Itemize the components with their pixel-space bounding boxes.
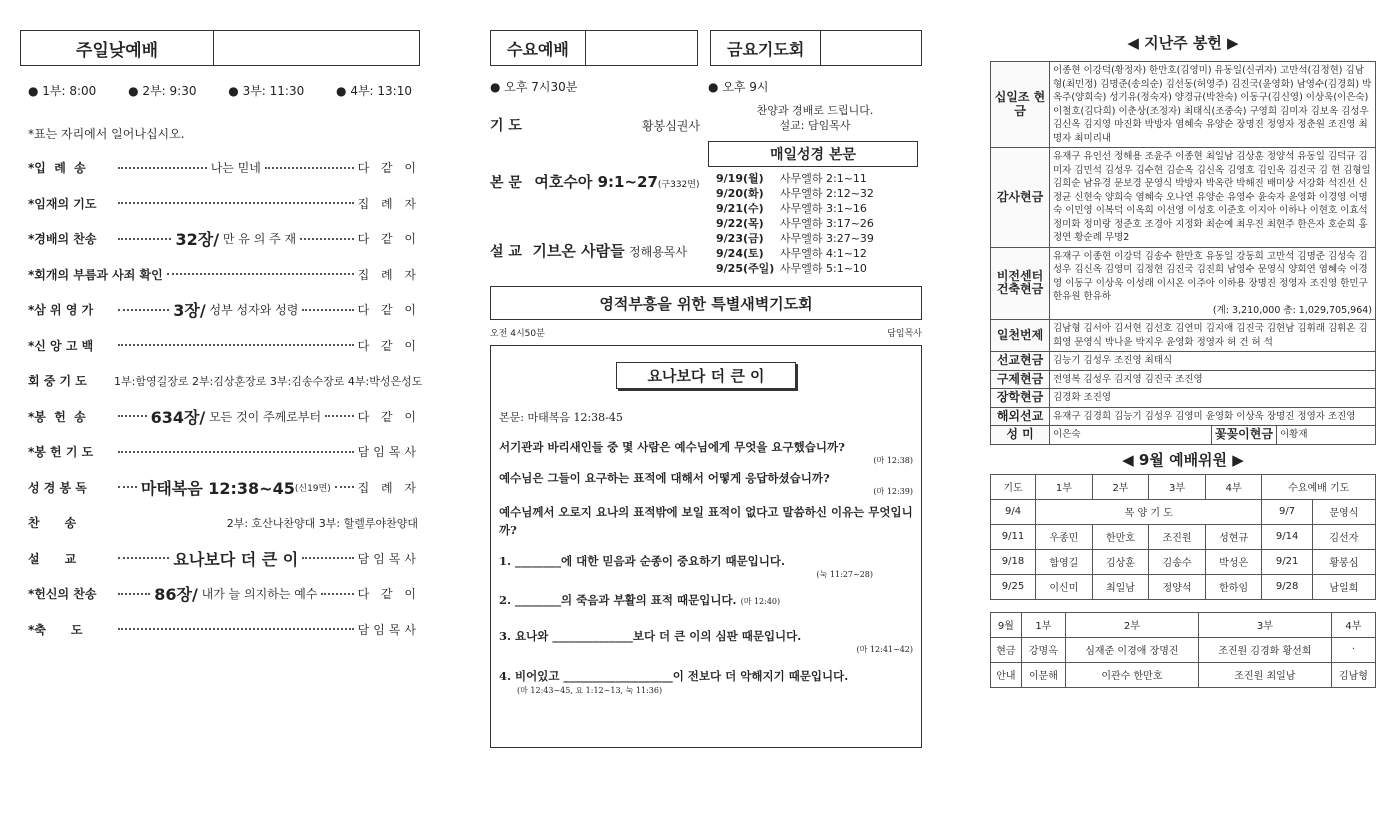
order-row (20, 257, 420, 293)
daily-date: 9/25(주일) (716, 262, 775, 275)
offering-names-cell (1050, 320, 1376, 352)
offering-names-cell (1050, 62, 1376, 148)
daily-bible-list (708, 167, 918, 276)
duty2-name: 이관수 한만호 (1065, 662, 1198, 687)
stand-note: *표는 자리에서 일어나십시오. (28, 127, 185, 141)
dot-leader (167, 273, 354, 275)
daily-text: 사무엘하 2:12~32 (780, 187, 874, 200)
offering-category: 십일조 현금 (991, 62, 1050, 148)
dot-leader (118, 415, 147, 417)
order-row (20, 328, 420, 364)
order-label: *경배의 찬송 (28, 232, 97, 247)
duty-header: 3부 (1149, 474, 1206, 499)
dawn-by: 담임목사 (887, 329, 922, 339)
wed-name: 황봉심 (1312, 549, 1375, 574)
sunday-service-header (20, 30, 420, 66)
duty-name: 정양석 (1149, 574, 1206, 599)
dot-leader (118, 309, 169, 311)
duty2-name: 이문해 (1021, 662, 1065, 687)
order-leader: 담임목사 (357, 551, 420, 566)
duty-name: 김상훈 (1092, 549, 1149, 574)
friday-title: 금요기도회 (711, 31, 821, 65)
offering-row (991, 148, 1376, 248)
offering-category: 장학현금 (991, 389, 1050, 408)
friday-note: 찬양과 경배로 드립니다. (756, 104, 874, 117)
duty-date: 9/4 (991, 499, 1036, 524)
daily-text: 사무엘하 3:17~26 (780, 217, 874, 230)
dot-leader (335, 486, 354, 488)
answer-4-ref: (마 12:43~45, 요 1:12~13, 눅 11:36) (517, 686, 663, 695)
order-detail: 1부:함영길장로 2부:김상훈장로 3부:김송수장로 4부:박성은성도 (114, 374, 423, 388)
offering-category: 해외선교 (991, 407, 1050, 426)
daily-row (716, 171, 918, 186)
dawn-sermon-title: 요나보다 더 큰 이 (616, 362, 795, 389)
daily-text: 사무엘하 2:1~11 (780, 172, 867, 185)
dot-leader (321, 593, 353, 595)
offering-names: 유재구 유인선 정해용 조윤주 이종현 최일남 김상훈 정양석 유동일 김덕규 김미자 김민석 김성우 김수현 김순옥 김신옥 김영호 김인옥 김진국 김 현 김형일 김희순 남유경 문보경 문영식 박방자 박옥란 박해진 배미상 서강화 석진선 신정균 신현숙 양희숙 염혜숙 오나연 유양순 유영수 윤숙자 윤영화 이경영 이명숙 이민영 이복덕 이옥희 이선영 이성호 이준호 이지아 이하나 이현호 이효석 정미화 정미랑 정준호 조경아 지정화 최순예 최우진 최현주 한은자 호순희 홍정연 황순례 무명2 (1053, 151, 1371, 243)
duty2-row (991, 662, 1376, 687)
order-label: *봉 헌 송 (28, 409, 86, 424)
daily-text: 사무엘하 4:1~12 (780, 247, 867, 260)
duty-header: 1부 (1036, 474, 1093, 499)
duty2-name: · (1331, 637, 1375, 662)
daily-bible-title: 매일성경 본문 (708, 141, 918, 167)
duty-name: 박성은 (1205, 549, 1262, 574)
order-leader: 다 같 이 (357, 409, 421, 424)
duty2-header: 9월 (991, 612, 1022, 637)
wed-date: 9/21 (1262, 549, 1312, 574)
daily-date: 9/19(월) (716, 172, 764, 185)
order-row (20, 434, 420, 470)
wednesday-title: 수요예배 (491, 31, 586, 65)
duty-header: 2부 (1092, 474, 1149, 499)
dot-leader (300, 238, 353, 240)
wed-date: 9/28 (1262, 574, 1312, 599)
offering-table (990, 61, 1376, 445)
sermon-by: 정해용목사 (629, 245, 687, 259)
duty-name: 조진원 (1149, 524, 1206, 549)
offering-names: 유재구 이종현 이강덕 김송수 한만호 유동일 강동희 고만석 김명준 김성숙 김성우 김신옥 김영미 김정현 김진국 김진희 남영수 문영식 양회연 염혜숙 이경영 이동구 이상욱 이성래 이시온 이주아 이하용 장명진 정영자 조진영 한민구 한유원 한유하 (1053, 250, 1368, 302)
text-ref: 여호수아 9:1~27 (534, 173, 658, 191)
dawn-scripture: 본문: 마태복음 12:38-45 (499, 411, 623, 424)
daily-text: 사무엘하 5:1~10 (780, 262, 867, 275)
question-2: 예수님은 그들이 요구하는 표적에 대해서 어떻게 응답하셨습니까? (499, 471, 830, 485)
midweek-column (490, 0, 922, 748)
offering-title: ◀ 지난주 봉헌 ▶ (1127, 34, 1239, 52)
order-label: *헌신의 찬송 (28, 587, 97, 602)
duty-header-row (991, 474, 1376, 499)
wed-date: 9/7 (1262, 499, 1312, 524)
offering-row (991, 370, 1376, 389)
duty2-name: 김남형 (1331, 662, 1375, 687)
order-leader: 집 례 자 (357, 196, 420, 211)
offering-names: 이종현 이강덕(황정자) 한만호(김영미) 유동일(신귀자) 고만석(김정현) 김남형(최민정) 김명준(송의순) 김선동(허영주) 김진국(윤영화) 남영수(김경희) 박옥주(양회숙) 성기유(정숙자) 양경규(박찬숙) 이동구(김신영) 이상욱(이은숙) 이철호(김다희) 이춘상(조정자) 최태식(조중숙) 구영희 김미자 김보옥 김성우 김신옥 김지영 마진화 박방자 염혜숙 유양순 장명진 정영자 정춘원 조진영 최명자 최미리내 (1053, 65, 1372, 144)
question-1: 서기관과 바리새인들 중 몇 사람은 예수님에게 무엇을 요구했습니까? (499, 440, 845, 454)
sunday-service-title: 주일낮예배 (21, 31, 214, 65)
order-highlight: 86장/ (154, 585, 198, 605)
order-row (20, 576, 420, 612)
offering-names-cell (1050, 370, 1376, 389)
offering-category: 일천번제 (991, 320, 1050, 352)
order-row (20, 292, 420, 328)
duty2-category: 안내 (991, 662, 1022, 687)
answer-1: 1. ________에 대한 믿음과 순종이 중요하기 때문입니다. (499, 554, 785, 568)
offering-names: 이은숙 (1053, 429, 1081, 440)
dawn-prayer-title: 영적부흥을 위한 특별새벽기도회 (490, 286, 922, 320)
duty2-header: 4부 (1331, 612, 1375, 637)
order-label: 설 교 (28, 551, 77, 566)
dot-leader (118, 486, 137, 488)
text-label: 본 문 (490, 175, 522, 191)
dot-leader (118, 451, 354, 453)
offering-names-cell (1050, 148, 1376, 248)
order-row (20, 505, 420, 541)
dot-leader (118, 202, 354, 204)
order-highlight: 634장/ (150, 407, 206, 427)
offering-names-cell (1050, 352, 1376, 371)
offering-column (990, 0, 1376, 688)
duty2-category: 현금 (991, 637, 1022, 662)
duty2-table (990, 612, 1376, 688)
dot-leader (325, 415, 354, 417)
duty2-header-row (991, 612, 1376, 637)
duty-row (991, 499, 1376, 524)
dot-leader (302, 557, 353, 559)
order-leader: 다 같 이 (357, 303, 420, 318)
order-detail: 만 유 의 주 재 (219, 232, 297, 247)
order-label: *삼 위 영 가 (28, 303, 94, 318)
duty2-name: 조진원 최일남 (1198, 662, 1331, 687)
order-row (20, 150, 420, 186)
daily-date: 9/24(토) (716, 247, 764, 260)
duty-date: 9/11 (991, 524, 1036, 549)
duty-name: 우종민 (1036, 524, 1093, 549)
order-label: *임재의 기도 (28, 196, 97, 211)
duty-header: 수요예배 기도 (1262, 474, 1376, 499)
offering-category: 감사현금 (991, 148, 1050, 248)
order-row (20, 221, 420, 257)
order-leader: 다 같 이 (357, 587, 421, 602)
dot-leader (118, 167, 207, 169)
order-row (20, 363, 423, 399)
offering-category: 선교현금 (991, 352, 1050, 371)
duty2-header: 1부 (1021, 612, 1065, 637)
order-label: *입 례 송 (28, 161, 86, 176)
duty-header: 기도 (991, 474, 1036, 499)
daily-row (716, 246, 918, 261)
dot-leader (118, 238, 171, 240)
wed-date: 9/14 (1262, 524, 1312, 549)
service-times (20, 82, 420, 99)
wed-name: 남일희 (1312, 574, 1375, 599)
daily-date: 9/23(금) (716, 232, 764, 245)
daily-date: 9/21(수) (716, 202, 764, 215)
order-label: *회개의 부름과 사죄 확인 (28, 267, 163, 282)
order-label: 찬 송 (28, 516, 77, 531)
duty-name: 최일남 (1092, 574, 1149, 599)
order-detail: 2부: 호산나찬양대 3부: 할렐루야찬양대 (226, 516, 418, 530)
offering-sum: (계: 3,210,000 총: 1,029,705,964) (1212, 304, 1372, 316)
duty-row (991, 574, 1376, 599)
daily-row (716, 231, 918, 246)
duty2-name: 조진원 김경화 황선희 (1198, 637, 1331, 662)
offering-split (1050, 426, 1375, 444)
order-label: 성 경 봉 독 (28, 480, 87, 495)
duty-name: 김송수 (1149, 549, 1206, 574)
sunday-service-column (20, 0, 423, 647)
offering-category: 꽃꽂이현금 (1211, 426, 1277, 444)
answer-2: 2. ________의 죽음과 부활의 표적 때문입니다. (499, 593, 737, 607)
duty-name: 한하임 (1205, 574, 1262, 599)
dot-leader (265, 167, 354, 169)
prayer-label: 기 도 (490, 118, 522, 134)
order-label: *신 앙 고 백 (28, 338, 94, 353)
answer-3-ref: (마 12:41~42) (856, 645, 913, 654)
offering-row (991, 62, 1376, 148)
offering-names: 이황재 (1279, 429, 1308, 440)
duty2-header: 2부 (1065, 612, 1198, 637)
service-time: ● 4부: 13:10 (336, 84, 412, 98)
duty-name: 함영길 (1036, 549, 1093, 574)
service-time: ● 3부: 11:30 (228, 84, 305, 98)
duty-row (991, 549, 1376, 574)
offering-row (991, 407, 1376, 426)
dot-leader (118, 344, 354, 346)
order-leader: 다 같 이 (357, 338, 420, 353)
order-label: *봉 헌 기 도 (28, 445, 94, 460)
dot-leader (118, 557, 169, 559)
order-row (20, 541, 420, 577)
answer-4: 4. 비어있고 ___________________이 전보다 더 악해지기 때문입니다. (499, 669, 849, 683)
daily-text: 사무엘하 3:27~39 (780, 232, 874, 245)
duty-merged: 목 양 기 도 (1036, 499, 1262, 524)
order-highlight: 32장/ (175, 230, 220, 250)
daily-text: 사무엘하 3:1~16 (780, 202, 867, 215)
dot-leader (118, 593, 150, 595)
offering-row (991, 247, 1376, 320)
dot-leader (118, 628, 354, 630)
daily-row (716, 216, 918, 231)
order-highlight: 3장/ (173, 301, 206, 321)
text-page: (구332면) (657, 180, 700, 190)
order-detail: 내가 늘 의지하는 예수 (197, 587, 318, 602)
wednesday-time: ● 오후 7시30분 (490, 80, 578, 94)
offering-names: 김경화 조진영 (1053, 392, 1112, 403)
order-row (20, 470, 420, 506)
offering-row (991, 426, 1376, 445)
offering-names-cell (1050, 407, 1376, 426)
daily-row (716, 261, 918, 276)
dawn-time: 오전 4시50분 (490, 329, 545, 339)
order-detail-small: (신19면) (294, 483, 331, 494)
offering-row (991, 320, 1376, 352)
friday-preacher: 설교: 담임목사 (779, 119, 851, 132)
offering-category: 구제현금 (991, 370, 1050, 389)
order-leader: 다 같 이 (357, 161, 420, 176)
duty2-name: 강명옥 (1021, 637, 1065, 662)
duty-header: 4부 (1205, 474, 1262, 499)
duty-name: 성현규 (1205, 524, 1262, 549)
duty-row (991, 524, 1376, 549)
answer-1-ref: (눅 11:27~28) (816, 570, 873, 579)
duty2-row (991, 637, 1376, 662)
daily-date: 9/20(화) (716, 187, 764, 200)
offering-names: 전영복 김성우 김지영 김진국 조진영 (1053, 373, 1203, 385)
friday-time: ● 오후 9시 (708, 80, 769, 94)
order-label: *축 도 (28, 622, 83, 637)
duty-name: 이신미 (1036, 574, 1093, 599)
dot-leader (302, 309, 353, 311)
duty-name: 한만호 (1092, 524, 1149, 549)
order-leader: 집 례 자 (357, 480, 420, 495)
order-leader: 담임목사 (357, 622, 420, 637)
wednesday-header (490, 30, 698, 66)
answer-3: 3. 요나와 ______________보다 더 큰 이의 심판 때문입니다. (499, 629, 802, 643)
service-time: ● 2부: 9:30 (128, 84, 197, 98)
question-3: 예수님께서 오로지 요나의 표적밖에 보일 표적이 없다고 말씀하신 이유는 무엇입니까? (499, 505, 913, 537)
order-detail: 나는 믿네 (210, 161, 261, 176)
offering-names: 유재구 김경희 김능기 김성우 김영미 윤영화 이상욱 장명진 정영자 조진영 (1053, 410, 1356, 422)
offering-names: 김능기 김성우 조진영 최태식 (1053, 355, 1173, 366)
sermon-title: 기브온 사람들 (532, 242, 625, 260)
dawn-sermon-box (490, 345, 922, 748)
prayer-name: 황봉심권사 (642, 118, 700, 133)
duty-date: 9/18 (991, 549, 1036, 574)
offering-row (991, 352, 1376, 371)
duty-table (990, 474, 1376, 600)
friday-header (710, 30, 922, 66)
answer-2-ref: (마 12:40) (740, 597, 781, 606)
duty-date: 9/25 (991, 574, 1036, 599)
service-time: ● 1부: 8:00 (28, 84, 97, 98)
order-leader: 다 같 이 (357, 232, 420, 247)
offering-names-cell (1050, 247, 1376, 320)
offering-category: 비전센터 건축현금 (991, 247, 1050, 320)
duty2-header: 3부 (1198, 612, 1331, 637)
offering-category: 성 미 (991, 426, 1050, 445)
order-detail: 성부 성자와 성령 (205, 303, 299, 318)
order-row (20, 186, 420, 222)
wed-name: 김선자 (1312, 524, 1375, 549)
offering-row (991, 389, 1376, 408)
order-detail: 모든 것이 주께로부터 (205, 409, 322, 424)
daily-row (716, 201, 918, 216)
order-of-worship (20, 150, 423, 647)
duty-title: ◀ 9월 예배위원 ▶ (1122, 450, 1244, 469)
order-leader: 담임목사 (357, 445, 420, 460)
question-1-ref: (마 12:38) (873, 456, 913, 465)
order-row (20, 612, 420, 648)
order-highlight: 요나보다 더 큰 이 (173, 549, 299, 569)
offering-names: 김남형 김서아 김서현 김선호 김연미 김지애 김진국 김현남 김휘래 김휘온 김희영 문영식 박나윤 박지우 윤영화 정영자 허 건 허 석 (1053, 323, 1368, 348)
duty2-name: 심재준 이경애 장명진 (1065, 637, 1198, 662)
question-2-ref: (마 12:39) (873, 487, 913, 496)
wed-name: 문영식 (1312, 499, 1375, 524)
order-leader: 집 례 자 (357, 267, 420, 282)
daily-date: 9/22(목) (716, 217, 764, 230)
order-row (20, 399, 420, 435)
sermon-label: 설 교 (490, 244, 522, 260)
offering-names-cell (1050, 426, 1376, 445)
order-highlight: 마태복음 12:38~45 (140, 478, 295, 498)
daily-row (716, 186, 918, 201)
offering-names-cell (1050, 389, 1376, 408)
order-label: 회 중 기 도 (28, 374, 87, 389)
